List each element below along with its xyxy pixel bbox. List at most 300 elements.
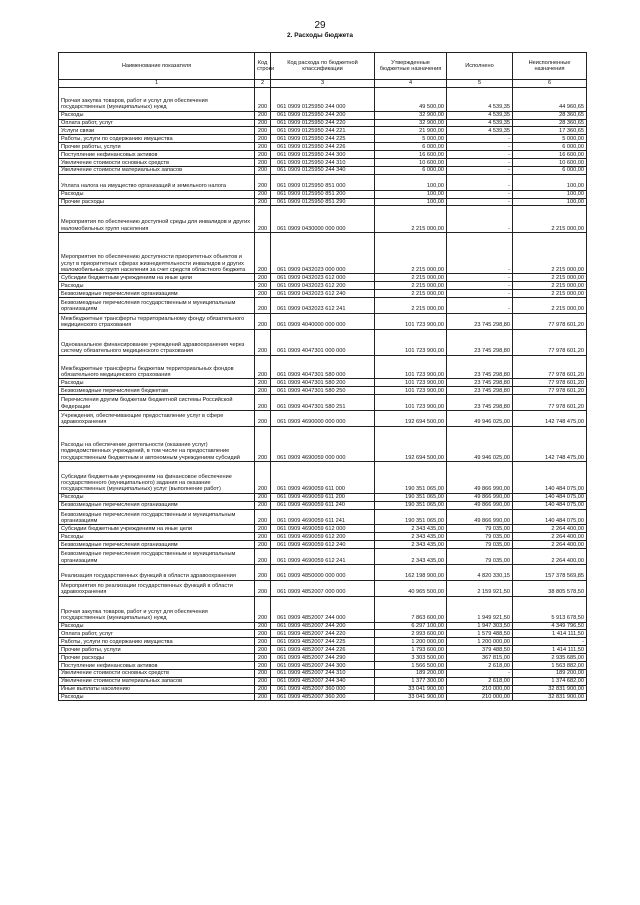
row-approved: 190 351 065,00: [375, 462, 447, 494]
row-remaining: 2 264 400,00: [513, 549, 587, 565]
row-executed: 4 539,35: [447, 119, 513, 127]
row-name: Расходы: [59, 111, 255, 119]
row-approved: 40 965 500,00: [375, 580, 447, 596]
row-executed: -: [447, 198, 513, 206]
row-name: Мероприятия по обеспечению доступной среды для инвалидов и других маломобильных групп населения: [59, 206, 255, 233]
row-class-code: 061 0909 4047301 580 000: [271, 355, 375, 379]
row-remaining: 2 215 000,00: [513, 298, 587, 314]
row-remaining: 142 748 475,00: [513, 426, 587, 462]
row-approved: 101 723 900,00: [375, 313, 447, 329]
row-approved: 49 500,00: [375, 88, 447, 112]
row-remaining: 77 978 601,20: [513, 387, 587, 395]
row-remaining: 157 378 569,85: [513, 564, 587, 580]
row-name: Безвозмездные перечисления бюджетам: [59, 387, 255, 395]
row-remaining: 17 360,65: [513, 127, 587, 135]
col-header-unexecuted: Неисполненные назначения: [513, 53, 587, 80]
row-approved: 100,00: [375, 190, 447, 198]
row-line-code: 200: [255, 159, 271, 167]
row-approved: 2 215 000,00: [375, 274, 447, 282]
col-header-line-code: Код строки: [255, 53, 271, 80]
row-remaining: 5 913 678,50: [513, 596, 587, 622]
row-executed: 79 035,00: [447, 549, 513, 565]
row-line-code: 200: [255, 282, 271, 290]
row-line-code: 200: [255, 549, 271, 565]
row-line-code: 200: [255, 166, 271, 174]
table-row: [59, 127, 587, 135]
row-name: Прочие работы, услуги: [59, 143, 255, 151]
row-line-code: 200: [255, 274, 271, 282]
row-remaining: 142 748 475,00: [513, 410, 587, 426]
row-executed: 49 946 025,00: [447, 426, 513, 462]
row-approved: 7 863 600,00: [375, 596, 447, 622]
row-executed: 49 866 990,00: [447, 462, 513, 494]
table-row: [59, 395, 587, 411]
row-executed: 49 946 025,00: [447, 410, 513, 426]
row-name: Расходы на обеспечение деятельности (оказание услуг) подведомственных учреждений, в том числе на предоставление государственным бюджетным и автономным учреждениям субсидий: [59, 426, 255, 462]
row-executed: 23 745 298,80: [447, 329, 513, 355]
row-approved: 101 723 900,00: [375, 379, 447, 387]
row-name: Межбюджетные трансферты территориальному фонду обязательного медицинского страхования: [59, 313, 255, 329]
row-line-code: 200: [255, 462, 271, 494]
row-class-code: 061 0909 4852007 244 000: [271, 596, 375, 622]
row-remaining: 1 414 111,50: [513, 630, 587, 638]
row-approved: 2 215 000,00: [375, 282, 447, 290]
row-class-code: 061 0909 4852007 000 000: [271, 580, 375, 596]
row-remaining: 1 374 682,00: [513, 677, 587, 685]
row-remaining: 100,00: [513, 190, 587, 198]
row-executed: -: [447, 206, 513, 233]
table-row: [59, 533, 587, 541]
row-name: Учреждения, обеспечивающие предоставление услуг в сфере здравоохранения: [59, 410, 255, 426]
row-class-code: 061 0909 4852007 360 200: [271, 693, 375, 701]
row-name: Увеличение стоимости основных средств: [59, 159, 255, 167]
row-name: Уплата налога на имущество организаций и земельного налога: [59, 174, 255, 190]
row-remaining: 32 831 900,00: [513, 685, 587, 693]
row-name: Межбюджетные трансферты бюджетам территориальных фондов обязательного медицинского страхования: [59, 355, 255, 379]
row-approved: 6 297 100,00: [375, 622, 447, 630]
table-row: [59, 509, 587, 525]
row-executed: 1 579 488,50: [447, 630, 513, 638]
row-class-code: 061 0909 4690059 612 000: [271, 525, 375, 533]
row-name: Безвозмездные перечисления государственным и муниципальным организациям: [59, 549, 255, 565]
column-number: 5: [447, 80, 513, 88]
row-remaining: 2 215 000,00: [513, 282, 587, 290]
table-row: [59, 549, 587, 565]
row-executed: 79 035,00: [447, 525, 513, 533]
table-row: [59, 290, 587, 298]
row-approved: 2 343 435,00: [375, 549, 447, 565]
row-executed: -: [447, 274, 513, 282]
row-executed: 23 745 298,80: [447, 387, 513, 395]
column-number: 6: [513, 80, 587, 88]
row-remaining: 2 215 000,00: [513, 290, 587, 298]
row-executed: 79 035,00: [447, 533, 513, 541]
row-approved: 190 351 065,00: [375, 501, 447, 509]
row-executed: 49 866 990,00: [447, 501, 513, 509]
row-remaining: 6 000,00: [513, 143, 587, 151]
row-class-code: 061 0909 0125950 244 340: [271, 166, 375, 174]
table-row: [59, 166, 587, 174]
table-row: [59, 564, 587, 580]
row-name: Прочая закупка товаров, работ и услуг для обеспечения государственных (муниципальных) нужд: [59, 596, 255, 622]
table-row: [59, 410, 587, 426]
row-class-code: 061 0909 0125950 851 000: [271, 174, 375, 190]
row-remaining: 1 414 111,50: [513, 646, 587, 654]
row-class-code: 061 0909 4690059 000 000: [271, 426, 375, 462]
row-name: Субсидии бюджетным учреждениям на финансовое обеспечение государственного (муниципального) задания на оказание государственных (муниципальных) услуг (выполнение работ): [59, 462, 255, 494]
row-approved: 101 723 900,00: [375, 355, 447, 379]
row-approved: 190 351 065,00: [375, 493, 447, 501]
row-class-code: 061 0909 4690059 611 240: [271, 501, 375, 509]
row-name: Увеличение стоимости основных средств: [59, 669, 255, 677]
row-name: Прочая закупка товаров, работ и услуг для обеспечения государственных (муниципальных) нужд: [59, 88, 255, 112]
row-class-code: 061 0909 4047301 000 000: [271, 329, 375, 355]
row-executed: -: [447, 159, 513, 167]
row-executed: 49 866 990,00: [447, 509, 513, 525]
row-remaining: 2 264 400,00: [513, 541, 587, 549]
row-executed: -: [447, 282, 513, 290]
row-executed: 23 745 298,80: [447, 395, 513, 411]
row-approved: 2 215 000,00: [375, 233, 447, 274]
table-row: [59, 501, 587, 509]
row-executed: 1 200 000,00: [447, 638, 513, 646]
row-remaining: 10 600,00: [513, 159, 587, 167]
row-remaining: 4 349 796,50: [513, 622, 587, 630]
row-remaining: 2 935 685,00: [513, 654, 587, 662]
section-title: 2. Расходы бюджета: [287, 32, 353, 39]
row-remaining: 140 484 075,00: [513, 509, 587, 525]
row-line-code: 200: [255, 395, 271, 411]
table-row: [59, 525, 587, 533]
col-header-class-code: Код расхода по бюджетной классификации: [271, 53, 375, 80]
row-executed: -: [447, 298, 513, 314]
row-name: Безвозмездные перечисления организациям: [59, 501, 255, 509]
row-executed: 1 947 303,50: [447, 622, 513, 630]
page-number: 29: [314, 20, 326, 31]
row-name: Расходы: [59, 282, 255, 290]
row-name: Расходы: [59, 622, 255, 630]
row-class-code: 061 0909 4690059 611 241: [271, 509, 375, 525]
row-line-code: 200: [255, 426, 271, 462]
row-name: Субсидии бюджетным учреждениям на иные цели: [59, 274, 255, 282]
row-executed: 2 618,00: [447, 677, 513, 685]
row-name: Поступление нефинансовых активов: [59, 662, 255, 670]
row-executed: 23 745 298,80: [447, 355, 513, 379]
row-executed: 4 820 330,15: [447, 564, 513, 580]
row-remaining: -: [513, 638, 587, 646]
row-approved: 1 793 600,00: [375, 646, 447, 654]
row-executed: 49 866 990,00: [447, 493, 513, 501]
row-class-code: 061 0909 4852007 244 310: [271, 669, 375, 677]
row-class-code: 061 0909 0432023 612 000: [271, 274, 375, 282]
row-class-code: 061 0909 4852007 244 226: [271, 646, 375, 654]
column-number: 4: [375, 80, 447, 88]
row-executed: 4 539,35: [447, 88, 513, 112]
row-line-code: 200: [255, 501, 271, 509]
row-line-code: 200: [255, 313, 271, 329]
table-row: [59, 493, 587, 501]
row-line-code: 200: [255, 677, 271, 685]
row-line-code: 200: [255, 533, 271, 541]
row-class-code: 061 0909 4852007 244 340: [271, 677, 375, 685]
row-class-code: 061 0909 4852007 244 300: [271, 662, 375, 670]
row-line-code: 200: [255, 509, 271, 525]
row-executed: 23 745 298,80: [447, 313, 513, 329]
row-name: Оплата работ, услуг: [59, 630, 255, 638]
row-line-code: 200: [255, 622, 271, 630]
row-name: Услуги связи: [59, 127, 255, 135]
row-line-code: 200: [255, 135, 271, 143]
row-class-code: 061 0909 4852007 244 220: [271, 630, 375, 638]
row-name: Безвозмездные перечисления организациям: [59, 290, 255, 298]
row-remaining: 100,00: [513, 174, 587, 190]
row-approved: 2 343 435,00: [375, 541, 447, 549]
row-line-code: 200: [255, 662, 271, 670]
table-row: [59, 206, 587, 233]
row-name: Реализация государственных функций в области здравоохранения: [59, 564, 255, 580]
row-class-code: 061 0909 0125950 244 310: [271, 159, 375, 167]
table-row: [59, 580, 587, 596]
row-remaining: 77 978 601,20: [513, 329, 587, 355]
row-approved: 100,00: [375, 174, 447, 190]
row-approved: 21 900,00: [375, 127, 447, 135]
col-header-approved: Утвержденные бюджетные назначения: [375, 53, 447, 80]
table-row: [59, 630, 587, 638]
table-row: [59, 88, 587, 112]
row-class-code: 061 0909 4852007 360 000: [271, 685, 375, 693]
row-name: Перечисления другим бюджетам бюджетной системы Российской Федерации: [59, 395, 255, 411]
row-approved: 16 600,00: [375, 151, 447, 159]
row-line-code: 200: [255, 630, 271, 638]
row-approved: 2 343 435,00: [375, 525, 447, 533]
row-name: Безвозмездные перечисления государственным и муниципальным организациям: [59, 509, 255, 525]
row-class-code: 061 0909 4690000 000 000: [271, 410, 375, 426]
row-approved: 189 200,00: [375, 669, 447, 677]
row-executed: 210 000,00: [447, 685, 513, 693]
row-line-code: 200: [255, 410, 271, 426]
row-approved: 2 215 000,00: [375, 298, 447, 314]
row-class-code: 061 0909 4690059 611 200: [271, 493, 375, 501]
column-number: 2: [255, 80, 271, 88]
row-name: Безвозмездные перечисления государственным и муниципальным организациям: [59, 298, 255, 314]
table-row: [59, 693, 587, 701]
row-remaining: 28 360,65: [513, 119, 587, 127]
table-row: [59, 274, 587, 282]
row-line-code: 200: [255, 111, 271, 119]
table-row: [59, 135, 587, 143]
table-row: [59, 662, 587, 670]
row-class-code: 061 0909 0432023 612 200: [271, 282, 375, 290]
table-row: [59, 654, 587, 662]
row-name: Поступление нефинансовых активов: [59, 151, 255, 159]
row-remaining: 38 805 578,50: [513, 580, 587, 596]
row-approved: 32 900,00: [375, 111, 447, 119]
row-line-code: 200: [255, 174, 271, 190]
col-header-executed: Исполнено: [447, 53, 513, 80]
row-class-code: 061 0909 0430000 000 000: [271, 206, 375, 233]
table-row: [59, 426, 587, 462]
table-row: [59, 143, 587, 151]
table-row: [59, 387, 587, 395]
row-class-code: 061 0909 0125950 244 221: [271, 127, 375, 135]
row-approved: 10 600,00: [375, 159, 447, 167]
row-line-code: 200: [255, 693, 271, 701]
row-name: Расходы: [59, 693, 255, 701]
table-row: [59, 541, 587, 549]
row-class-code: 061 0909 4690059 611 000: [271, 462, 375, 494]
table-row: [59, 282, 587, 290]
column-number: 3: [271, 80, 375, 88]
table-row: [59, 677, 587, 685]
row-approved: 6 000,00: [375, 143, 447, 151]
row-line-code: 200: [255, 233, 271, 274]
row-class-code: 061 0909 4852007 244 200: [271, 622, 375, 630]
row-remaining: 2 215 000,00: [513, 233, 587, 274]
expenses-table: [58, 52, 587, 701]
table-row: [59, 638, 587, 646]
row-class-code: 061 0909 4690059 612 200: [271, 533, 375, 541]
table-row: [59, 646, 587, 654]
table-row: [59, 329, 587, 355]
table-row: [59, 462, 587, 494]
table-row: [59, 379, 587, 387]
row-approved: 2 343 435,00: [375, 533, 447, 541]
row-remaining: 6 000,00: [513, 166, 587, 174]
row-name: Мероприятия по обеспечению доступности приоритетных объектов и услуг в приоритетных сферах жизнедеятельности инвалидов и других маломобильных групп населения за счет средств областного бюджета: [59, 233, 255, 274]
row-line-code: 200: [255, 669, 271, 677]
row-name: Прочие работы, услуги: [59, 646, 255, 654]
table-row: [59, 151, 587, 159]
row-remaining: 189 200,00: [513, 669, 587, 677]
row-executed: 210 000,00: [447, 693, 513, 701]
row-executed: 23 745 298,80: [447, 379, 513, 387]
row-line-code: 200: [255, 379, 271, 387]
table-row: [59, 159, 587, 167]
row-line-code: 200: [255, 541, 271, 549]
row-approved: 1 377 300,00: [375, 677, 447, 685]
row-line-code: 200: [255, 143, 271, 151]
row-executed: 2 618,00: [447, 662, 513, 670]
row-class-code: 061 0909 0125950 244 225: [271, 135, 375, 143]
row-class-code: 061 0909 4047301 580 251: [271, 395, 375, 411]
row-name: Прочие расходы: [59, 198, 255, 206]
row-remaining: 32 831 900,00: [513, 693, 587, 701]
row-class-code: 061 0909 0125950 851 290: [271, 198, 375, 206]
row-class-code: 061 0909 4047301 580 250: [271, 387, 375, 395]
row-approved: 2 215 000,00: [375, 290, 447, 298]
row-approved: 1 566 500,00: [375, 662, 447, 670]
table-row: [59, 685, 587, 693]
row-name: Одноканальное финансирование учреждений здравоохранения через систему обязательного медицинского страхования: [59, 329, 255, 355]
row-class-code: 061 0909 0432023 612 240: [271, 290, 375, 298]
row-line-code: 200: [255, 198, 271, 206]
row-line-code: 200: [255, 88, 271, 112]
column-number: 1: [59, 80, 255, 88]
row-name: Безвозмездные перечисления организациям: [59, 541, 255, 549]
row-remaining: 77 978 601,20: [513, 395, 587, 411]
row-approved: 33 041 900,00: [375, 685, 447, 693]
row-executed: 1 949 921,50: [447, 596, 513, 622]
row-approved: 192 694 500,00: [375, 426, 447, 462]
table-row: [59, 669, 587, 677]
row-class-code: 061 0909 0432023 000 000: [271, 233, 375, 274]
row-name: Расходы: [59, 533, 255, 541]
row-executed: -: [447, 174, 513, 190]
table-row: [59, 111, 587, 119]
row-class-code: 061 0909 0125950 244 300: [271, 151, 375, 159]
row-line-code: 200: [255, 580, 271, 596]
row-executed: -: [447, 143, 513, 151]
row-approved: 32 900,00: [375, 119, 447, 127]
row-executed: 79 035,00: [447, 541, 513, 549]
row-approved: 192 694 500,00: [375, 410, 447, 426]
row-line-code: 200: [255, 190, 271, 198]
row-class-code: 061 0909 0125950 244 000: [271, 88, 375, 112]
row-executed: 367 815,00: [447, 654, 513, 662]
row-name: Расходы: [59, 379, 255, 387]
row-approved: 101 723 900,00: [375, 387, 447, 395]
row-class-code: 061 0909 4690059 612 240: [271, 541, 375, 549]
row-approved: 190 351 065,00: [375, 509, 447, 525]
row-executed: 4 539,35: [447, 127, 513, 135]
row-approved: 101 723 900,00: [375, 395, 447, 411]
row-executed: -: [447, 290, 513, 298]
table-row: [59, 298, 587, 314]
row-class-code: 061 0909 0432023 612 241: [271, 298, 375, 314]
row-class-code: 061 0909 0125950 851 200: [271, 190, 375, 198]
row-line-code: 200: [255, 355, 271, 379]
row-line-code: 200: [255, 638, 271, 646]
table-row: [59, 233, 587, 274]
row-approved: 33 041 900,00: [375, 693, 447, 701]
row-line-code: 200: [255, 685, 271, 693]
row-class-code: 061 0909 4850000 000 000: [271, 564, 375, 580]
row-approved: 101 723 900,00: [375, 329, 447, 355]
table-row: [59, 190, 587, 198]
row-executed: -: [447, 190, 513, 198]
table-row: [59, 355, 587, 379]
row-approved: 1 200 000,00: [375, 638, 447, 646]
table-row: [59, 174, 587, 190]
row-line-code: 200: [255, 646, 271, 654]
table-row: [59, 198, 587, 206]
row-executed: 4 539,35: [447, 111, 513, 119]
row-executed: -: [447, 166, 513, 174]
row-name: Работы, услуги по содержанию имущества: [59, 135, 255, 143]
row-executed: 2 159 921,50: [447, 580, 513, 596]
row-executed: -: [447, 669, 513, 677]
row-class-code: 061 0909 4690059 612 241: [271, 549, 375, 565]
table-row: [59, 119, 587, 127]
row-name: Прочие расходы: [59, 654, 255, 662]
row-class-code: 061 0909 0125950 244 226: [271, 143, 375, 151]
row-name: Работы, услуги по содержанию имущества: [59, 638, 255, 646]
row-approved: 2 993 600,00: [375, 630, 447, 638]
row-remaining: 2 264 400,00: [513, 533, 587, 541]
row-line-code: 200: [255, 119, 271, 127]
row-remaining: 100,00: [513, 198, 587, 206]
row-name: Увеличение стоимости материальных запасов: [59, 166, 255, 174]
row-approved: 2 215 000,00: [375, 206, 447, 233]
row-name: Иные выплаты населению: [59, 685, 255, 693]
row-class-code: 061 0909 0125950 244 220: [271, 119, 375, 127]
row-approved: 3 303 500,00: [375, 654, 447, 662]
row-remaining: 77 978 601,20: [513, 313, 587, 329]
row-name: Увеличение стоимости материальных запасов: [59, 677, 255, 685]
row-remaining: 2 215 000,00: [513, 274, 587, 282]
row-remaining: 2 264 400,00: [513, 525, 587, 533]
row-remaining: 2 215 000,00: [513, 206, 587, 233]
